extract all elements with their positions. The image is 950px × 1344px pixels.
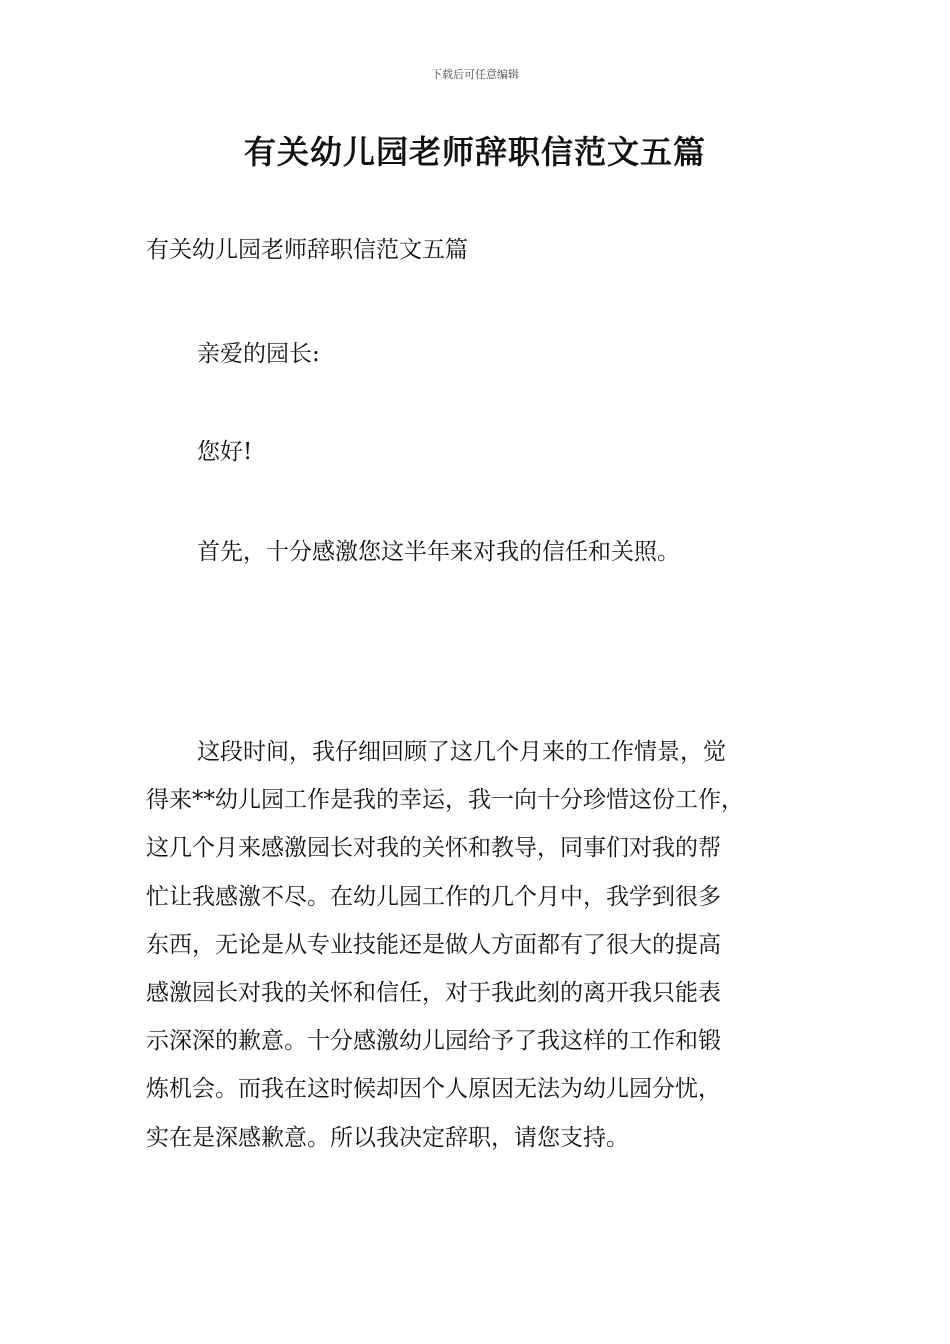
body-line: 炼机会。而我在这时候却因个人原因无法为幼儿园分忧， (146, 1076, 721, 1103)
salutation: 亲爱的园长: (197, 341, 320, 367)
body-line: 忙让我感激不尽。在幼儿园工作的几个月中，我学到很多 (146, 883, 721, 910)
body-paragraph (146, 728, 826, 1162)
body-line: 这段时间，我仔细回顾了这几个月来的工作情景，觉 (197, 739, 726, 765)
body-line: 实在是深感歉意。所以我决定辞职，请您支持。 (146, 1124, 629, 1151)
opening-paragraph: 首先，十分感激您这半年来对我的信任和关照。 (197, 539, 680, 565)
greeting: 您好! (197, 439, 253, 465)
document-subtitle: 有关幼儿园老师辞职信范文五篇 (146, 237, 468, 263)
body-line: 感激园长对我的关怀和信任，对于我此刻的离开我只能表 (146, 980, 721, 1007)
header-note: 下载后可任意编辑 (431, 68, 519, 81)
document-title: 有关幼儿园老师辞职信范文五篇 (243, 133, 706, 171)
body-line: 示深深的歉意。十分感激幼儿园给予了我这样的工作和锻 (146, 1028, 721, 1055)
body-line: 得来**幼儿园工作是我的幸运，我一向十分珍惜这份工作， (146, 787, 744, 814)
body-line: 东西，无论是从专业技能还是做人方面都有了很大的提高 (146, 931, 721, 958)
body-line: 这几个月来感激园长对我的关怀和教导，同事们对我的帮 (146, 835, 721, 862)
